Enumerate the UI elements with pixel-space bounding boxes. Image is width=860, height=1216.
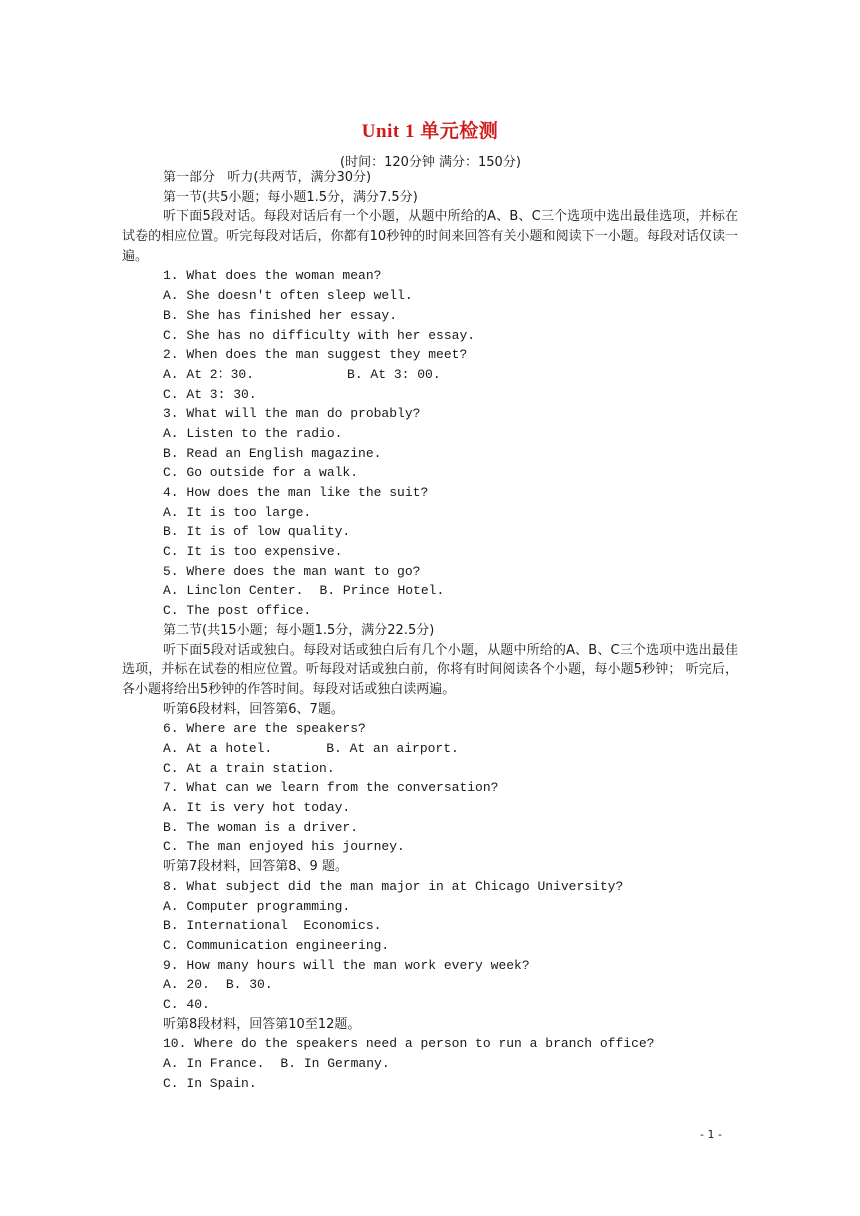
question-stem: 10. Where do the speakers need a person to run a branch office? [163, 1036, 655, 1052]
question-stem: 2. When does the man suggest they meet? [163, 347, 468, 363]
option-row [122, 975, 738, 995]
option: B. The woman is a driver. [163, 819, 359, 835]
instructions [122, 207, 738, 266]
question-stem: 9. How many hours will the man work every week? [163, 957, 530, 973]
question-stem: 1. What does the woman mean? [163, 268, 382, 284]
option: C. Go outside for a walk. [163, 465, 359, 481]
option: B. She has finished her essay. [163, 307, 398, 323]
option: C. Communication engineering. [163, 937, 390, 953]
option: C. It is too expensive. [163, 544, 343, 560]
question-stem: 8. What subject did the man major in at Chicago University? [163, 878, 624, 894]
question-stem: 4. How does the man like the suit? [163, 485, 429, 501]
question-stem: 3. What will the man do probably? [163, 406, 421, 422]
option: A. Computer programming. [163, 898, 351, 914]
question-stem: 7. What can we learn from the conversation? [163, 780, 499, 796]
section-heading: 第一节(共5小题；每小题1.5分，满分7.5分) [163, 189, 418, 205]
option-row [122, 365, 738, 385]
option: A. It is very hot today. [163, 800, 351, 816]
option: A. At a hotel. [163, 741, 273, 757]
option: C. The post office. [163, 603, 312, 619]
option: B. Prince Hotel. [319, 583, 445, 599]
part-heading: 第一部分 听力(共两节，满分30分) [163, 170, 372, 185]
option: C. The man enjoyed his journey. [163, 839, 405, 855]
option: C. At a train station. [163, 760, 335, 776]
option: A. Linclon Center. [163, 583, 304, 599]
option: C. At 3: 30. [163, 386, 257, 402]
exam-time-score: (时间：120分钟 满分：150分) [340, 155, 521, 170]
material-heading: 听第7段材料，回答第8、9 题。 [163, 859, 348, 875]
material-heading: 听第6段材料，回答第6、7题。 [163, 701, 344, 717]
option: A. She doesn't often sleep well. [163, 288, 413, 304]
option: B. 30. [225, 977, 273, 993]
option: B. At an airport. [326, 741, 459, 757]
option-row [122, 739, 738, 759]
option: B. At 3: 00. [347, 366, 441, 382]
option: C. 40. [163, 996, 210, 1012]
option: A. In France. [163, 1056, 265, 1072]
option: B. In Germany. [280, 1056, 390, 1072]
option: B. It is of low quality. [163, 524, 351, 540]
option: B. International Economics. [163, 918, 382, 934]
option: A. Listen to the radio. [163, 425, 343, 441]
section-heading: 第二节(共15小题；每小题1.5分，满分22.5分) [163, 622, 435, 638]
question-stem: 5. Where does the man want to go? [163, 563, 421, 579]
question-stem: 6. Where are the speakers? [163, 721, 366, 737]
option: A. 20. [163, 977, 210, 993]
material-heading: 听第8段材料，回答第10至12题。 [163, 1016, 361, 1032]
option: A. At 2：30. [163, 366, 255, 382]
document-body [122, 168, 738, 1093]
option: B. Read an English magazine. [163, 445, 382, 461]
option-row [122, 1054, 738, 1074]
option: C. In Spain. [163, 1075, 257, 1091]
instructions [122, 641, 738, 700]
instructions-text: 听下面5段对话。每段对话后有一个小题，从题中所给的A、B、C三个选项中选出最佳选项，并标在试卷的相应位置。听完每段对话后，你都有10秒钟的时间来回答有关小题和阅读下一小题。每段对话仅读一遍。 [122, 209, 738, 264]
instructions-text: 听下面5段对话或独白。每段对话或独白后有几个小题，从题中所给的A、B、C三个选项中选出最佳选项，并标在试卷的相应位置。听每段对话或独白前，你将有时间阅读各个小题，每小题5秒钟； 听完后，各小题将给出5秒钟的作答时间。每段对话或独白读两遍。 [122, 642, 738, 697]
option-row [122, 581, 738, 601]
option: C. She has no difficulty with her essay. [163, 327, 476, 343]
page-title: Unit 1 单元检测 [361, 121, 499, 142]
page-number: - 1 - [700, 1128, 722, 1141]
option: A. It is too large. [163, 504, 312, 520]
